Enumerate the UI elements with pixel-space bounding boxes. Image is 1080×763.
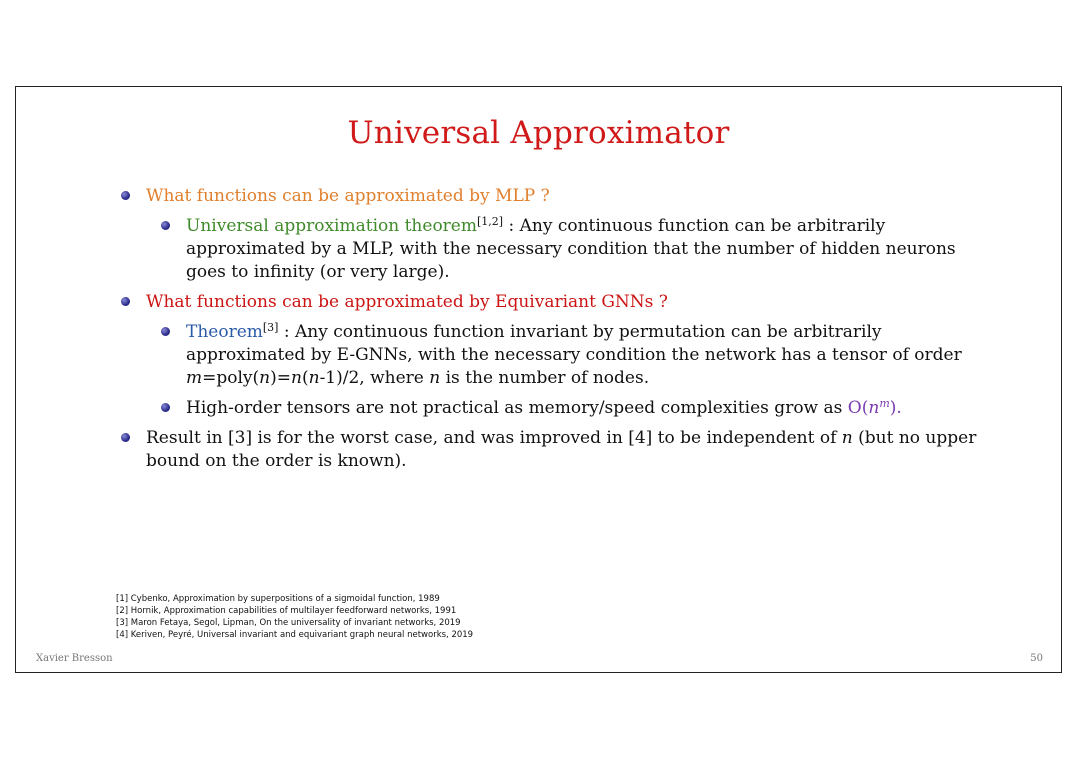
references bbox=[116, 593, 473, 641]
slide-content bbox=[116, 185, 996, 480]
complexity-O: O( bbox=[847, 398, 869, 418]
formula-n: n bbox=[291, 368, 302, 388]
theorem-text: : Any continuous function invariant by permutation can be arbitrarily approximated by E-GNNs, with the necessary condition the network has a tensor of order bbox=[186, 322, 962, 365]
footer-page-number: 50 bbox=[1030, 653, 1043, 664]
uat-text: : Any continuous function can be arbitrarily approximated by a MLP, with the necessary condition that the number of hidden neurons goes to infinity (or very large). bbox=[186, 216, 956, 282]
result-text-end: (but no upper bound on the order is known). bbox=[146, 428, 977, 471]
formula-part: is the number of nodes. bbox=[440, 368, 650, 388]
high-order-text: High-order tensors are not practical as memory/speed complexities grow as bbox=[186, 398, 848, 418]
slide-frame bbox=[15, 86, 1062, 673]
reference-item: [2] Hornik, Approximation capabilities of multilayer feedforward networks, 1991 bbox=[116, 606, 457, 616]
bullet-item-mlp bbox=[116, 185, 996, 284]
footer-author: Xavier Bresson bbox=[36, 653, 113, 664]
reference-item: [3] Maron Fetaya, Segol, Lipman, On the universality of invariant networks, 2019 bbox=[116, 618, 461, 628]
theorem-citation: [3] bbox=[262, 321, 279, 334]
bullet-icon bbox=[121, 191, 130, 200]
bullet-item-theorem bbox=[156, 321, 996, 390]
bullet-icon bbox=[121, 433, 130, 442]
bullet-icon bbox=[161, 221, 170, 230]
formula-part: -1)/2, where bbox=[319, 368, 430, 388]
bullet-icon bbox=[161, 327, 170, 336]
bullet-item-gnn bbox=[116, 291, 996, 420]
formula-part: ( bbox=[301, 368, 309, 388]
formula-n: n bbox=[429, 368, 441, 388]
bullet-item-result bbox=[116, 427, 996, 473]
uat-label: Universal approximation theorem bbox=[186, 216, 477, 236]
formula-part: =poly( bbox=[202, 368, 260, 388]
complexity-n: n bbox=[868, 398, 880, 418]
question-mlp: What functions can be approximated by MLP ? bbox=[146, 186, 550, 206]
slide-title: Universal Approximator bbox=[347, 115, 730, 151]
reference-item: [4] Keriven, Peyré, Universal invariant and equivariant graph neural networks, 2019 bbox=[116, 630, 474, 640]
result-n: n bbox=[841, 428, 853, 448]
result-text: Result in [3] is for the worst case, and was improved in [4] to be independent of bbox=[146, 428, 842, 448]
complexity-formula bbox=[848, 398, 902, 418]
formula-part: )= bbox=[270, 368, 292, 388]
reference-item: [1] Cybenko, Approximation by superpositions of a sigmoidal function, 1989 bbox=[116, 594, 440, 604]
complexity-m: m bbox=[879, 397, 890, 410]
uat-citation: [1,2] bbox=[476, 215, 504, 228]
complexity-close: ). bbox=[889, 398, 902, 418]
formula-n: n bbox=[308, 368, 320, 388]
formula-m: m bbox=[186, 368, 203, 388]
bullet-item-uat bbox=[156, 215, 996, 284]
question-gnn: What functions can be approximated by Equivariant GNNs ? bbox=[146, 292, 668, 312]
bullet-icon bbox=[161, 403, 170, 412]
formula-n: n bbox=[259, 368, 271, 388]
bullet-icon bbox=[121, 297, 130, 306]
theorem-label: Theorem bbox=[186, 322, 263, 342]
bullet-item-high-order bbox=[156, 397, 996, 420]
